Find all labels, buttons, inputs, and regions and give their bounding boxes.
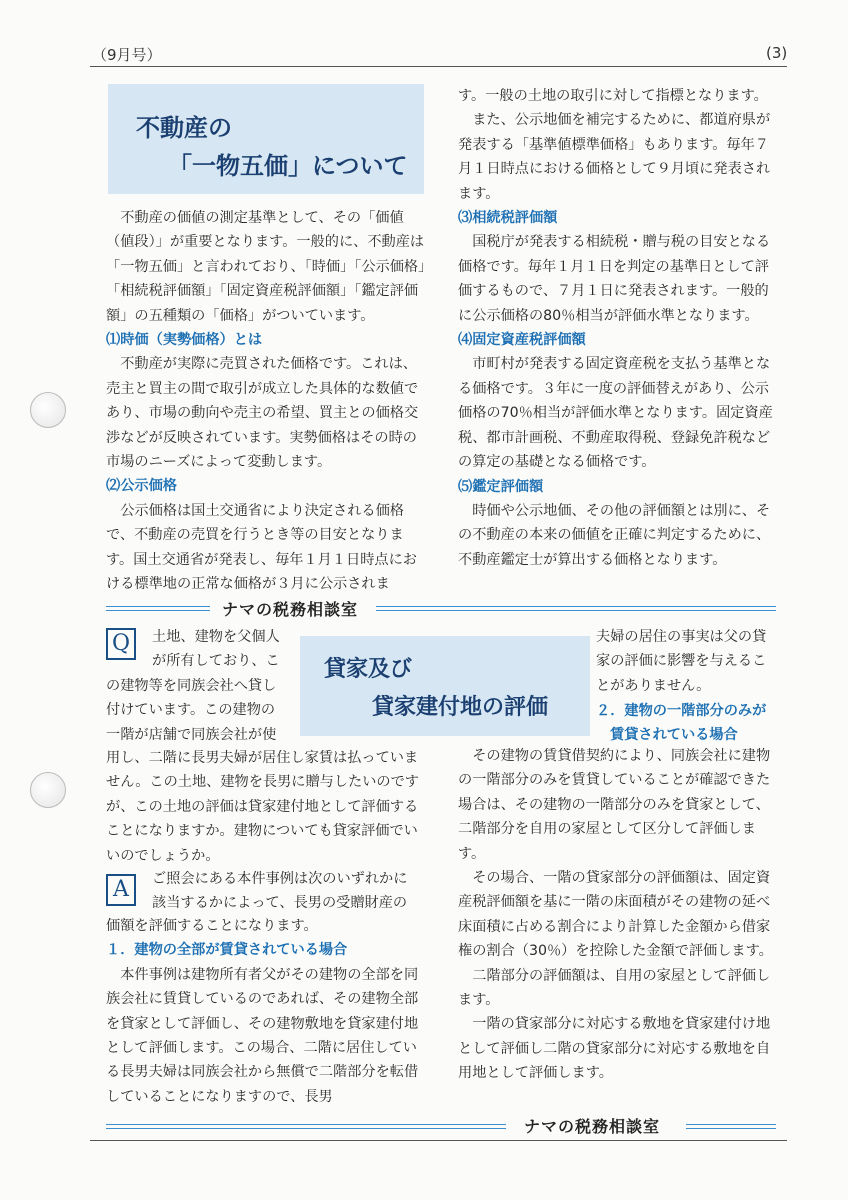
subheading: １．建物の全部が賃貸されている場合 (106, 942, 348, 959)
text-line: が所有しており、こ (152, 653, 280, 670)
section-title: ナマの税務相談室 (222, 600, 359, 619)
question-rest-text: 用し、二階に長男夫婦が居住し家賃は払っていません。この土地、建物を長男に贈与したいのですが、この土地の評価は貸家建付地として評価することになりますか。建物についても貸家評価でいいのでしょうか。 (106, 750, 419, 864)
paragraph: 本件事例は建物所有者父がその建物の全部を同族会社に賃貸しているのであれば、その建物全部を貸家として評価し、その建物敷地を貸家建付地として評価します。この場合、二階に居住している長男夫婦は同族会社から無償で二階部分を転借していることになりますので、長男 (106, 966, 419, 1105)
qa-title-box (300, 636, 590, 736)
article-title-line2: 「一物五価」について (168, 152, 408, 180)
footer-line2 (106, 1128, 506, 1129)
text-line: 一階が店舗で同族会社が使 (106, 726, 277, 743)
answer-mark-box: A (106, 874, 136, 906)
subheading: ⑴時価（実勢価格）とは (106, 332, 263, 349)
subheading: ⑶相続税評価額 (458, 210, 558, 227)
paragraph: 時価や公示地価、その他の評価額とは別に、その不動産の本来の価値を正確に判定するために、不動産鑑定士が算出する価格となります。 (458, 502, 771, 568)
qa-title-line2: 貸家建付地の評価 (372, 695, 549, 720)
continued-paragraph: す。一般の土地の取引に対して指標となります。 (458, 88, 768, 104)
paragraph: 国税庁が発表する相続税・贈与税の目安となる価格です。毎年１月１日を判定の基準日として評価するもので、７月１日に発表されます。一般的に公示価格の80％相当が評価水準となります。 (458, 234, 771, 324)
section-header-line-right2 (376, 610, 776, 611)
question-mark-box: Q (106, 628, 136, 660)
subheading: ⑵公示価格 (106, 478, 177, 495)
section-header-line-left (106, 606, 210, 607)
paragraph: また、公示地価を補完するために、都道府県が発表する「基準値標準価格」もあります。毎年７月１日時点における価格として９月頃に発表されます。 (458, 112, 771, 202)
footer-line-right (686, 1124, 776, 1125)
qa-title-line1: 貸家及び (324, 657, 413, 682)
punch-hole-bottom (30, 772, 66, 808)
section-header-line-right (376, 606, 776, 607)
article-title-box (108, 84, 424, 194)
header-rule (90, 66, 787, 67)
article-left-column (106, 206, 426, 597)
paragraph: 公示価格は国土交通省により決定される価格で、不動産の売買を行うとき等の目安となります。国土交通省が発表し、毎年１月１日時点における標準地の正常な価格が３月に公示されま (106, 502, 417, 593)
subheading: ⑸鑑定評価額 (458, 478, 544, 495)
subheading-2-line2: 賃貸されている場合 (610, 727, 738, 743)
paragraph: 市町村が発表する固定資産税を支払う基準となる価格です。３年に一度の評価替えがあり、公示価格の70％相当が評価水準となります。固定資産税、都市計画税、不動産取得税、登録免許税などの算定の基礎となる価格です。 (458, 356, 773, 471)
paragraph: その建物の賃貸借契約により、同族会社に建物の一階部分のみを賃貸していることが確認できた場合は、その建物の一階部分のみを貸家として、二階部分を自用の家屋として区分して評価します。 (458, 748, 771, 862)
text-line: 付けています。この建物の (106, 702, 276, 719)
footer-line-right2 (686, 1128, 776, 1129)
subheading-2-line1: ２．建物の一階部分のみが (596, 703, 767, 719)
question-rest (106, 746, 428, 868)
paragraph: 二階部分の評価額は、自用の家屋として評価します。 (458, 967, 771, 1009)
text-line: の建物等を同族会社へ貸し (106, 677, 277, 694)
article-right-column (458, 84, 778, 572)
text-line: 家の評価に影響を与えるこ (596, 653, 767, 670)
text-line: ご照会にある本件事例は次のいずれかに (152, 871, 408, 887)
paragraph: 一階の貸家部分に対応する敷地を貸家建付け地として評価し二階の貸家部分に対応する敷地を自用地として評価します。 (458, 1016, 771, 1082)
article-title-line1: 不動産の (136, 114, 232, 142)
subheading: ⑷固定資産税評価額 (458, 332, 586, 349)
footer-line (106, 1124, 506, 1125)
text-line: とがありません。 (596, 677, 711, 694)
paragraph: その場合、一階の貸家部分の評価額は、固定資産税評価額を基に一階の床面積がその建物の延べ床面積に占める割合により計算した金額から借家権の割合（30％）を控除した金額で評価します。 (458, 870, 773, 960)
punch-hole-top (30, 392, 66, 428)
page-number: (3) (766, 44, 788, 62)
continued-paragraph: 価額を評価することになります。 (106, 918, 318, 934)
text-line: 該当するかによって、長男の受贈財産の (152, 895, 408, 912)
paragraph: 不動産が実際に売買された価格です。これは、売主と買主の間で取引が成立した具体的な数値であり、市場の動向や売主の希望、買主との価格交渉などが反映されています。実勢価格はその時の市場のニーズによって変動します。 (106, 356, 419, 471)
answer-rest (106, 914, 428, 1109)
right-rest-column (458, 744, 778, 1086)
footer-rule (90, 1140, 787, 1141)
issue-label: （9月号） (92, 46, 162, 64)
text-line: 夫婦の居住の事実は父の貸 (596, 629, 767, 645)
section-header-line-left2 (106, 610, 210, 611)
paragraph: 不動産の価値の測定基準として、その「価値（値段）」が重要となります。一般的に、不動産は「一物五価」と言われており、「時価」「公示価格」「相続税評価額」「固定資産税評価額」「鑑定評価額」の五種類の「価格」がついています。 (106, 210, 426, 324)
footer-title: ナマの税務相談室 (524, 1117, 661, 1136)
text-line: 土地、建物を父個人 (152, 629, 280, 645)
